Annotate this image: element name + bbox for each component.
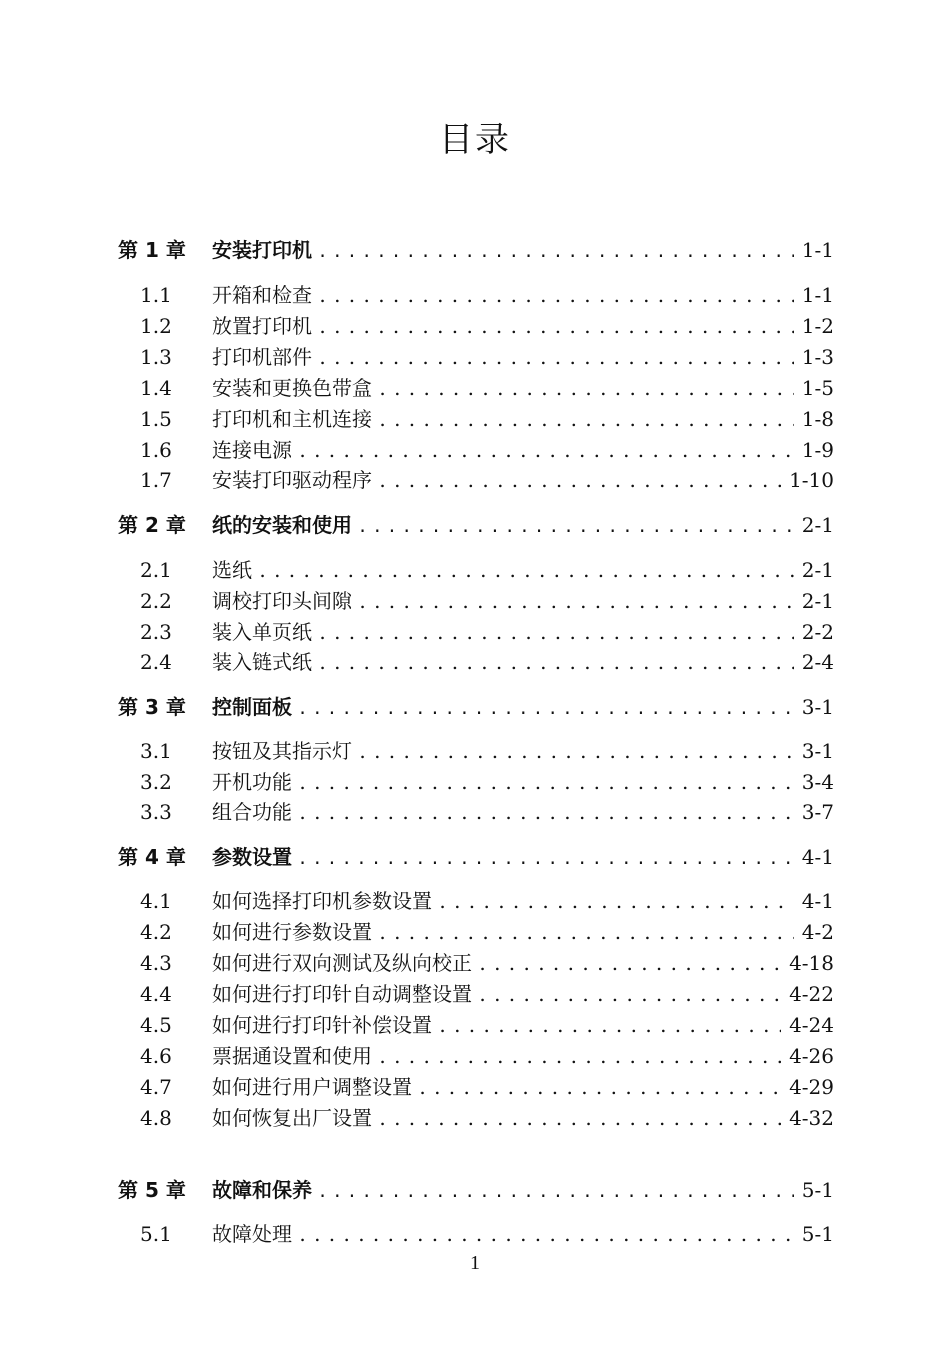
toc-chapter-row [0,235,950,265]
page-number: 5-1 [794,1219,834,1249]
section-title: 安装打印驱动程序 . . . [212,465,834,495]
section-number: 3.3 [140,800,172,824]
section-title: 选纸 . . . [212,555,834,585]
section-number: 1.3 [140,345,172,369]
page-number: 4-24 [781,1010,834,1040]
section-number: 1.1 [140,283,172,307]
section-number: 3.1 [140,739,172,763]
section-title: 如何进行用户调整设置 . . . [212,1072,834,1102]
page-number: 4-2 [794,917,834,947]
section-title: 如何进行参数设置 . . . [212,917,834,947]
page-number: 2-4 [794,647,834,677]
toc-section-row [0,465,950,495]
section-number: 4.4 [140,982,172,1006]
section-number: 2.3 [140,620,172,644]
section-title: 如何进行打印针自动调整设置 . . . [212,979,834,1009]
page-number: 1-10 [781,465,834,495]
section-number: 4.7 [140,1075,172,1099]
page-number: 4-18 [781,948,834,978]
section-number: 2.4 [140,650,172,674]
toc-section-row [0,917,950,947]
toc-section-row [0,404,950,434]
page-number: 1-2 [794,311,834,341]
chapter-title: 纸的安装和使用 . . . [212,510,834,540]
toc-chapter-row [0,510,950,540]
toc-chapter-row [0,842,950,872]
section-title: 如何进行打印针补偿设置 . . . [212,1010,834,1040]
toc-section-row [0,617,950,647]
toc-section-row [0,1219,950,1249]
section-number: 4.5 [140,1013,172,1037]
page-number: 4-1 [794,842,834,872]
page-number: 1-1 [794,280,834,310]
toc-section-row [0,1103,950,1133]
section-number: 4.8 [140,1106,172,1130]
section-title: 如何选择打印机参数设置 . . . [212,886,834,916]
page-number: 1-8 [794,404,834,434]
section-title: 票据通设置和使用 . . . [212,1041,834,1071]
section-number: 1.4 [140,376,172,400]
section-title: 调校打印头间隙 . . . [212,586,834,616]
section-number: 1.5 [140,407,172,431]
toc-section-row [0,979,950,1009]
section-number: 5.1 [140,1222,172,1246]
section-number: 2.1 [140,558,172,582]
toc-section-row [0,342,950,372]
toc-section-row [0,280,950,310]
section-title: 如何进行双向测试及纵向校正 . . . [212,948,834,978]
page-number: 2-1 [794,586,834,616]
chapter-title: 安装打印机 . . . [212,235,834,265]
section-title: 组合功能 . . . [212,797,834,827]
section-title: 按钮及其指示灯 . . . [212,736,834,766]
page-number: 2-2 [794,617,834,647]
toc-section-row [0,948,950,978]
toc-chapter-row [0,692,950,722]
page-number: 3-1 [794,692,834,722]
section-title: 打印机部件 . . . [212,342,834,372]
section-title: 装入链式纸 . . . [212,647,834,677]
section-title: 放置打印机 . . . [212,311,834,341]
chapter-number: 第 3 章 [118,695,186,719]
page-number: 2-1 [794,555,834,585]
section-title: 开机功能 . . . [212,767,834,797]
toc-section-row [0,736,950,766]
section-title: 连接电源 . . . [212,435,834,465]
chapter-title: 故障和保养 . . . [212,1175,834,1205]
chapter-number: 第 2 章 [118,513,186,537]
page-number: 2-1 [794,510,834,540]
footer-page-number: 1 [470,1252,480,1274]
page-number: 3-4 [794,767,834,797]
toc-section-row [0,435,950,465]
toc-section-row [0,311,950,341]
section-title: 打印机和主机连接 . . . [212,404,834,434]
toc-section-row [0,1041,950,1071]
chapter-number: 第 1 章 [118,238,186,262]
section-number: 4.3 [140,951,172,975]
page-number: 3-1 [794,736,834,766]
page-number: 4-29 [781,1072,834,1102]
section-number: 2.2 [140,589,172,613]
toc-section-row [0,373,950,403]
chapter-title: 控制面板 . . . [212,692,834,722]
page-number: 3-7 [794,797,834,827]
section-number: 4.1 [140,889,172,913]
section-number: 4.6 [140,1044,172,1068]
toc-section-row [0,886,950,916]
section-title: 安装和更换色带盒 . . . [212,373,834,403]
page-number: 4-22 [781,979,834,1009]
page-number: 5-1 [794,1175,834,1205]
section-title: 如何恢复出厂设置 . . . [212,1103,834,1133]
section-number: 1.7 [140,468,172,492]
page-title: 目录 [439,120,511,160]
section-number: 3.2 [140,770,172,794]
section-title: 开箱和检查 . . . [212,280,834,310]
section-number: 1.2 [140,314,172,338]
section-title: 装入单页纸 . . . [212,617,834,647]
section-title: 故障处理 . . . [212,1219,834,1249]
chapter-number: 第 4 章 [118,845,186,869]
toc-section-row [0,797,950,827]
toc-chapter-row [0,1175,950,1205]
page-number: 4-26 [781,1041,834,1071]
toc-section-row [0,767,950,797]
page-number: 1-5 [794,373,834,403]
page-number: 4-32 [781,1103,834,1133]
page-number: 1-9 [794,435,834,465]
page-number: 4-1 [794,886,834,916]
toc-section-row [0,1072,950,1102]
section-number: 1.6 [140,438,172,462]
section-number: 4.2 [140,920,172,944]
page-number: 1-1 [794,235,834,265]
page-number: 1-3 [794,342,834,372]
toc-section-row [0,647,950,677]
toc-section-row [0,555,950,585]
toc-section-row [0,1010,950,1040]
toc-section-row [0,586,950,616]
chapter-number: 第 5 章 [118,1178,186,1202]
chapter-title: 参数设置 . . . [212,842,834,872]
